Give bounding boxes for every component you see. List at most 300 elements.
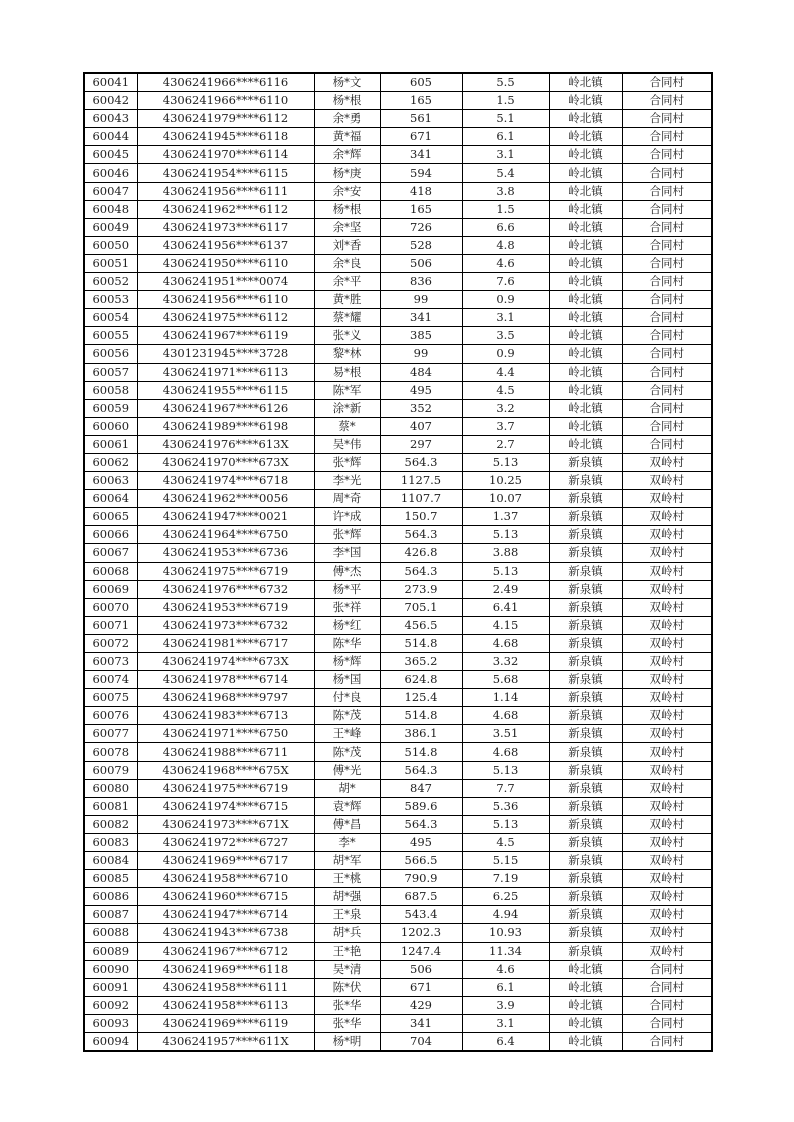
serial-number-cell: 60073: [84, 653, 137, 671]
id-number-cell: 4306241983****6713: [137, 707, 314, 725]
id-number-cell: 4306241958****6111: [137, 978, 314, 996]
person-name-cell: 傅*光: [314, 761, 380, 779]
amount-cell: 564.3: [380, 761, 462, 779]
town-cell: 岭北镇: [549, 200, 622, 218]
town-cell: 新泉镇: [549, 707, 622, 725]
village-cell: 合同村: [622, 1014, 712, 1032]
area-cell: 5.13: [462, 815, 549, 833]
id-number-cell: 4306241947****0021: [137, 508, 314, 526]
town-cell: 岭北镇: [549, 273, 622, 291]
village-cell: 双岭村: [622, 761, 712, 779]
person-name-cell: 蔡*: [314, 417, 380, 435]
id-number-cell: 4306241973****671X: [137, 815, 314, 833]
village-cell: 合同村: [622, 345, 712, 363]
person-name-cell: 余*安: [314, 182, 380, 200]
table-row: [84, 580, 712, 598]
village-cell: 合同村: [622, 363, 712, 381]
person-name-cell: 胡*: [314, 779, 380, 797]
id-number-cell: 4306241973****6117: [137, 218, 314, 236]
person-name-cell: 袁*辉: [314, 797, 380, 815]
table-row: [84, 200, 712, 218]
town-cell: 新泉镇: [549, 616, 622, 634]
serial-number-cell: 60063: [84, 472, 137, 490]
person-name-cell: 周*奇: [314, 490, 380, 508]
amount-cell: 671: [380, 978, 462, 996]
village-cell: 双岭村: [622, 833, 712, 851]
area-cell: 10.25: [462, 472, 549, 490]
table-row: [84, 490, 712, 508]
village-cell: 合同村: [622, 110, 712, 128]
village-cell: 合同村: [622, 146, 712, 164]
town-cell: 岭北镇: [549, 73, 622, 92]
town-cell: 岭北镇: [549, 996, 622, 1014]
amount-cell: 566.5: [380, 852, 462, 870]
serial-number-cell: 60079: [84, 761, 137, 779]
id-number-cell: 4306241964****6750: [137, 526, 314, 544]
serial-number-cell: 60080: [84, 779, 137, 797]
table-row: [84, 273, 712, 291]
person-name-cell: 张*华: [314, 996, 380, 1014]
town-cell: 岭北镇: [549, 236, 622, 254]
town-cell: 新泉镇: [549, 815, 622, 833]
person-name-cell: 杨*平: [314, 580, 380, 598]
table-row: [84, 1032, 712, 1051]
village-cell: 合同村: [622, 73, 712, 92]
person-name-cell: 王*泉: [314, 906, 380, 924]
serial-number-cell: 60078: [84, 743, 137, 761]
amount-cell: 687.5: [380, 888, 462, 906]
table-row: [84, 526, 712, 544]
amount-cell: 704: [380, 1032, 462, 1051]
table-row: [84, 453, 712, 471]
village-cell: 双岭村: [622, 634, 712, 652]
area-cell: 3.1: [462, 146, 549, 164]
town-cell: 新泉镇: [549, 689, 622, 707]
amount-cell: 165: [380, 92, 462, 110]
id-number-cell: 4306241943****6738: [137, 924, 314, 942]
area-cell: 7.7: [462, 779, 549, 797]
serial-number-cell: 60062: [84, 453, 137, 471]
person-name-cell: 许*成: [314, 508, 380, 526]
area-cell: 7.19: [462, 870, 549, 888]
serial-number-cell: 60067: [84, 544, 137, 562]
amount-cell: 1247.4: [380, 942, 462, 960]
id-number-cell: 4306241974****6715: [137, 797, 314, 815]
amount-cell: 484: [380, 363, 462, 381]
person-name-cell: 吴*清: [314, 960, 380, 978]
village-cell: 合同村: [622, 996, 712, 1014]
area-cell: 4.5: [462, 833, 549, 851]
person-name-cell: 张*华: [314, 1014, 380, 1032]
town-cell: 岭北镇: [549, 146, 622, 164]
serial-number-cell: 60077: [84, 725, 137, 743]
id-number-cell: 4306241969****6717: [137, 852, 314, 870]
table-row: [84, 309, 712, 327]
amount-cell: 273.9: [380, 580, 462, 598]
serial-number-cell: 60072: [84, 634, 137, 652]
person-name-cell: 余*平: [314, 273, 380, 291]
id-number-cell: 4306241967****6126: [137, 399, 314, 417]
amount-cell: 426.8: [380, 544, 462, 562]
area-cell: 3.7: [462, 417, 549, 435]
amount-cell: 352: [380, 399, 462, 417]
amount-cell: 624.8: [380, 671, 462, 689]
amount-cell: 99: [380, 345, 462, 363]
village-cell: 双岭村: [622, 942, 712, 960]
village-cell: 双岭村: [622, 906, 712, 924]
table-row: [84, 743, 712, 761]
town-cell: 新泉镇: [549, 924, 622, 942]
serial-number-cell: 60055: [84, 327, 137, 345]
village-cell: 双岭村: [622, 562, 712, 580]
serial-number-cell: 60048: [84, 200, 137, 218]
amount-cell: 564.3: [380, 562, 462, 580]
amount-cell: 564.3: [380, 526, 462, 544]
town-cell: 新泉镇: [549, 526, 622, 544]
area-cell: 6.6: [462, 218, 549, 236]
town-cell: 岭北镇: [549, 417, 622, 435]
person-name-cell: 黎*林: [314, 345, 380, 363]
table-row: [84, 960, 712, 978]
id-number-cell: 4306241969****6119: [137, 1014, 314, 1032]
town-cell: 岭北镇: [549, 399, 622, 417]
table-row: [84, 110, 712, 128]
area-cell: 1.14: [462, 689, 549, 707]
serial-number-cell: 60088: [84, 924, 137, 942]
serial-number-cell: 60081: [84, 797, 137, 815]
serial-number-cell: 60056: [84, 345, 137, 363]
amount-cell: 589.6: [380, 797, 462, 815]
id-number-cell: 4301231945****3728: [137, 345, 314, 363]
town-cell: 新泉镇: [549, 833, 622, 851]
area-cell: 4.15: [462, 616, 549, 634]
table-row: [84, 888, 712, 906]
serial-number-cell: 60058: [84, 381, 137, 399]
amount-cell: 1127.5: [380, 472, 462, 490]
table-row: [84, 236, 712, 254]
id-number-cell: 4306241953****6719: [137, 598, 314, 616]
id-number-cell: 4306241960****6715: [137, 888, 314, 906]
person-name-cell: 陈*华: [314, 634, 380, 652]
serial-number-cell: 60059: [84, 399, 137, 417]
id-number-cell: 4306241968****675X: [137, 761, 314, 779]
serial-number-cell: 60046: [84, 164, 137, 182]
person-name-cell: 杨*辉: [314, 653, 380, 671]
serial-number-cell: 60041: [84, 73, 137, 92]
table-row: [84, 815, 712, 833]
area-cell: 5.13: [462, 562, 549, 580]
area-cell: 4.8: [462, 236, 549, 254]
area-cell: 4.68: [462, 707, 549, 725]
table-row: [84, 73, 712, 92]
town-cell: 岭北镇: [549, 309, 622, 327]
village-cell: 合同村: [622, 128, 712, 146]
table-row: [84, 218, 712, 236]
table-row: [84, 634, 712, 652]
town-cell: 新泉镇: [549, 743, 622, 761]
serial-number-cell: 60068: [84, 562, 137, 580]
town-cell: 新泉镇: [549, 725, 622, 743]
serial-number-cell: 60071: [84, 616, 137, 634]
id-number-cell: 4306241974****673X: [137, 653, 314, 671]
area-cell: 2.49: [462, 580, 549, 598]
person-name-cell: 杨*根: [314, 200, 380, 218]
area-cell: 5.13: [462, 526, 549, 544]
village-cell: 合同村: [622, 273, 712, 291]
town-cell: 新泉镇: [549, 852, 622, 870]
village-cell: 双岭村: [622, 526, 712, 544]
amount-cell: 365.2: [380, 653, 462, 671]
id-number-cell: 4306241957****611X: [137, 1032, 314, 1051]
serial-number-cell: 60061: [84, 435, 137, 453]
id-number-cell: 4306241970****673X: [137, 453, 314, 471]
serial-number-cell: 60074: [84, 671, 137, 689]
town-cell: 岭北镇: [549, 128, 622, 146]
serial-number-cell: 60042: [84, 92, 137, 110]
amount-cell: 514.8: [380, 743, 462, 761]
serial-number-cell: 60052: [84, 273, 137, 291]
amount-cell: 386.1: [380, 725, 462, 743]
id-number-cell: 4306241975****6719: [137, 779, 314, 797]
person-name-cell: 吴*伟: [314, 435, 380, 453]
id-number-cell: 4306241954****6115: [137, 164, 314, 182]
table-row: [84, 906, 712, 924]
id-number-cell: 4306241976****6732: [137, 580, 314, 598]
serial-number-cell: 60060: [84, 417, 137, 435]
area-cell: 3.8: [462, 182, 549, 200]
person-name-cell: 杨*文: [314, 73, 380, 92]
town-cell: 新泉镇: [549, 671, 622, 689]
town-cell: 新泉镇: [549, 906, 622, 924]
amount-cell: 150.7: [380, 508, 462, 526]
area-cell: 4.6: [462, 960, 549, 978]
table-row: [84, 182, 712, 200]
person-name-cell: 易*根: [314, 363, 380, 381]
area-cell: 3.51: [462, 725, 549, 743]
table-row: [84, 363, 712, 381]
table-row: [84, 942, 712, 960]
village-cell: 双岭村: [622, 797, 712, 815]
person-name-cell: 李*光: [314, 472, 380, 490]
village-cell: 合同村: [622, 435, 712, 453]
table-row: [84, 128, 712, 146]
village-cell: 合同村: [622, 417, 712, 435]
town-cell: 岭北镇: [549, 182, 622, 200]
town-cell: 新泉镇: [549, 888, 622, 906]
town-cell: 岭北镇: [549, 960, 622, 978]
area-cell: 11.34: [462, 942, 549, 960]
table-row: [84, 870, 712, 888]
area-cell: 3.2: [462, 399, 549, 417]
amount-cell: 341: [380, 309, 462, 327]
person-name-cell: 蔡*耀: [314, 309, 380, 327]
area-cell: 5.13: [462, 453, 549, 471]
town-cell: 岭北镇: [549, 254, 622, 272]
table-row: [84, 1014, 712, 1032]
serial-number-cell: 60069: [84, 580, 137, 598]
amount-cell: 495: [380, 833, 462, 851]
person-name-cell: 张*义: [314, 327, 380, 345]
records-table: [83, 72, 713, 1052]
table-row: [84, 544, 712, 562]
person-name-cell: 刘*香: [314, 236, 380, 254]
village-cell: 双岭村: [622, 870, 712, 888]
table-row: [84, 381, 712, 399]
area-cell: 6.25: [462, 888, 549, 906]
person-name-cell: 胡*强: [314, 888, 380, 906]
id-number-cell: 4306241953****6736: [137, 544, 314, 562]
town-cell: 新泉镇: [549, 490, 622, 508]
village-cell: 双岭村: [622, 852, 712, 870]
area-cell: 3.1: [462, 1014, 549, 1032]
table-row: [84, 417, 712, 435]
table-row: [84, 924, 712, 942]
amount-cell: 543.4: [380, 906, 462, 924]
person-name-cell: 付*良: [314, 689, 380, 707]
table-row: [84, 653, 712, 671]
village-cell: 合同村: [622, 254, 712, 272]
person-name-cell: 余*坚: [314, 218, 380, 236]
amount-cell: 341: [380, 146, 462, 164]
id-number-cell: 4306241966****6110: [137, 92, 314, 110]
id-number-cell: 4306241973****6732: [137, 616, 314, 634]
area-cell: 6.1: [462, 978, 549, 996]
id-number-cell: 4306241971****6750: [137, 725, 314, 743]
area-cell: 2.7: [462, 435, 549, 453]
area-cell: 4.68: [462, 634, 549, 652]
serial-number-cell: 60075: [84, 689, 137, 707]
area-cell: 0.9: [462, 345, 549, 363]
table-row: [84, 598, 712, 616]
person-name-cell: 王*艳: [314, 942, 380, 960]
person-name-cell: 陈*茂: [314, 743, 380, 761]
village-cell: 合同村: [622, 399, 712, 417]
serial-number-cell: 60090: [84, 960, 137, 978]
table-row: [84, 616, 712, 634]
amount-cell: 125.4: [380, 689, 462, 707]
area-cell: 10.93: [462, 924, 549, 942]
village-cell: 双岭村: [622, 616, 712, 634]
person-name-cell: 胡*军: [314, 852, 380, 870]
area-cell: 6.1: [462, 128, 549, 146]
village-cell: 双岭村: [622, 815, 712, 833]
amount-cell: 671: [380, 128, 462, 146]
serial-number-cell: 60085: [84, 870, 137, 888]
town-cell: 新泉镇: [549, 472, 622, 490]
town-cell: 新泉镇: [549, 453, 622, 471]
person-name-cell: 张*辉: [314, 526, 380, 544]
id-number-cell: 4306241958****6113: [137, 996, 314, 1014]
serial-number-cell: 60050: [84, 236, 137, 254]
serial-number-cell: 60082: [84, 815, 137, 833]
area-cell: 3.1: [462, 309, 549, 327]
person-name-cell: 王*桃: [314, 870, 380, 888]
town-cell: 岭北镇: [549, 363, 622, 381]
serial-number-cell: 60049: [84, 218, 137, 236]
person-name-cell: 李*国: [314, 544, 380, 562]
id-number-cell: 4306241966****6116: [137, 73, 314, 92]
town-cell: 新泉镇: [549, 942, 622, 960]
village-cell: 合同村: [622, 236, 712, 254]
person-name-cell: 杨*明: [314, 1032, 380, 1051]
id-number-cell: 4306241951****0074: [137, 273, 314, 291]
id-number-cell: 4306241956****6111: [137, 182, 314, 200]
area-cell: 5.68: [462, 671, 549, 689]
serial-number-cell: 60091: [84, 978, 137, 996]
area-cell: 4.5: [462, 381, 549, 399]
town-cell: 新泉镇: [549, 779, 622, 797]
amount-cell: 594: [380, 164, 462, 182]
village-cell: 合同村: [622, 960, 712, 978]
village-cell: 合同村: [622, 92, 712, 110]
person-name-cell: 傅*昌: [314, 815, 380, 833]
amount-cell: 847: [380, 779, 462, 797]
table-row: [84, 978, 712, 996]
id-number-cell: 4306241978****6714: [137, 671, 314, 689]
person-name-cell: 杨*红: [314, 616, 380, 634]
town-cell: 岭北镇: [549, 381, 622, 399]
id-number-cell: 4306241976****613X: [137, 435, 314, 453]
town-cell: 新泉镇: [549, 797, 622, 815]
amount-cell: 514.8: [380, 707, 462, 725]
person-name-cell: 黄*胜: [314, 291, 380, 309]
town-cell: 岭北镇: [549, 110, 622, 128]
village-cell: 双岭村: [622, 544, 712, 562]
village-cell: 双岭村: [622, 472, 712, 490]
serial-number-cell: 60051: [84, 254, 137, 272]
area-cell: 5.15: [462, 852, 549, 870]
id-number-cell: 4306241989****6198: [137, 417, 314, 435]
serial-number-cell: 60054: [84, 309, 137, 327]
id-number-cell: 4306241981****6717: [137, 634, 314, 652]
table-row: [84, 671, 712, 689]
amount-cell: 564.3: [380, 453, 462, 471]
village-cell: 合同村: [622, 381, 712, 399]
town-cell: 岭北镇: [549, 435, 622, 453]
amount-cell: 561: [380, 110, 462, 128]
table-row: [84, 472, 712, 490]
table-row: [84, 797, 712, 815]
person-name-cell: 张*祥: [314, 598, 380, 616]
amount-cell: 506: [380, 254, 462, 272]
town-cell: 岭北镇: [549, 1032, 622, 1051]
person-name-cell: 张*辉: [314, 453, 380, 471]
table-row: [84, 996, 712, 1014]
village-cell: 合同村: [622, 291, 712, 309]
table-row: [84, 725, 712, 743]
area-cell: 10.07: [462, 490, 549, 508]
area-cell: 1.37: [462, 508, 549, 526]
village-cell: 双岭村: [622, 725, 712, 743]
id-number-cell: 4306241956****6110: [137, 291, 314, 309]
table-row: [84, 164, 712, 182]
area-cell: 6.41: [462, 598, 549, 616]
table-row: [84, 399, 712, 417]
village-cell: 合同村: [622, 164, 712, 182]
town-cell: 岭北镇: [549, 291, 622, 309]
area-cell: 6.4: [462, 1032, 549, 1051]
amount-cell: 99: [380, 291, 462, 309]
town-cell: 新泉镇: [549, 508, 622, 526]
village-cell: 双岭村: [622, 689, 712, 707]
village-cell: 双岭村: [622, 453, 712, 471]
serial-number-cell: 60076: [84, 707, 137, 725]
id-number-cell: 4306241979****6112: [137, 110, 314, 128]
area-cell: 1.5: [462, 92, 549, 110]
serial-number-cell: 60086: [84, 888, 137, 906]
table-row: [84, 92, 712, 110]
id-number-cell: 4306241974****6718: [137, 472, 314, 490]
